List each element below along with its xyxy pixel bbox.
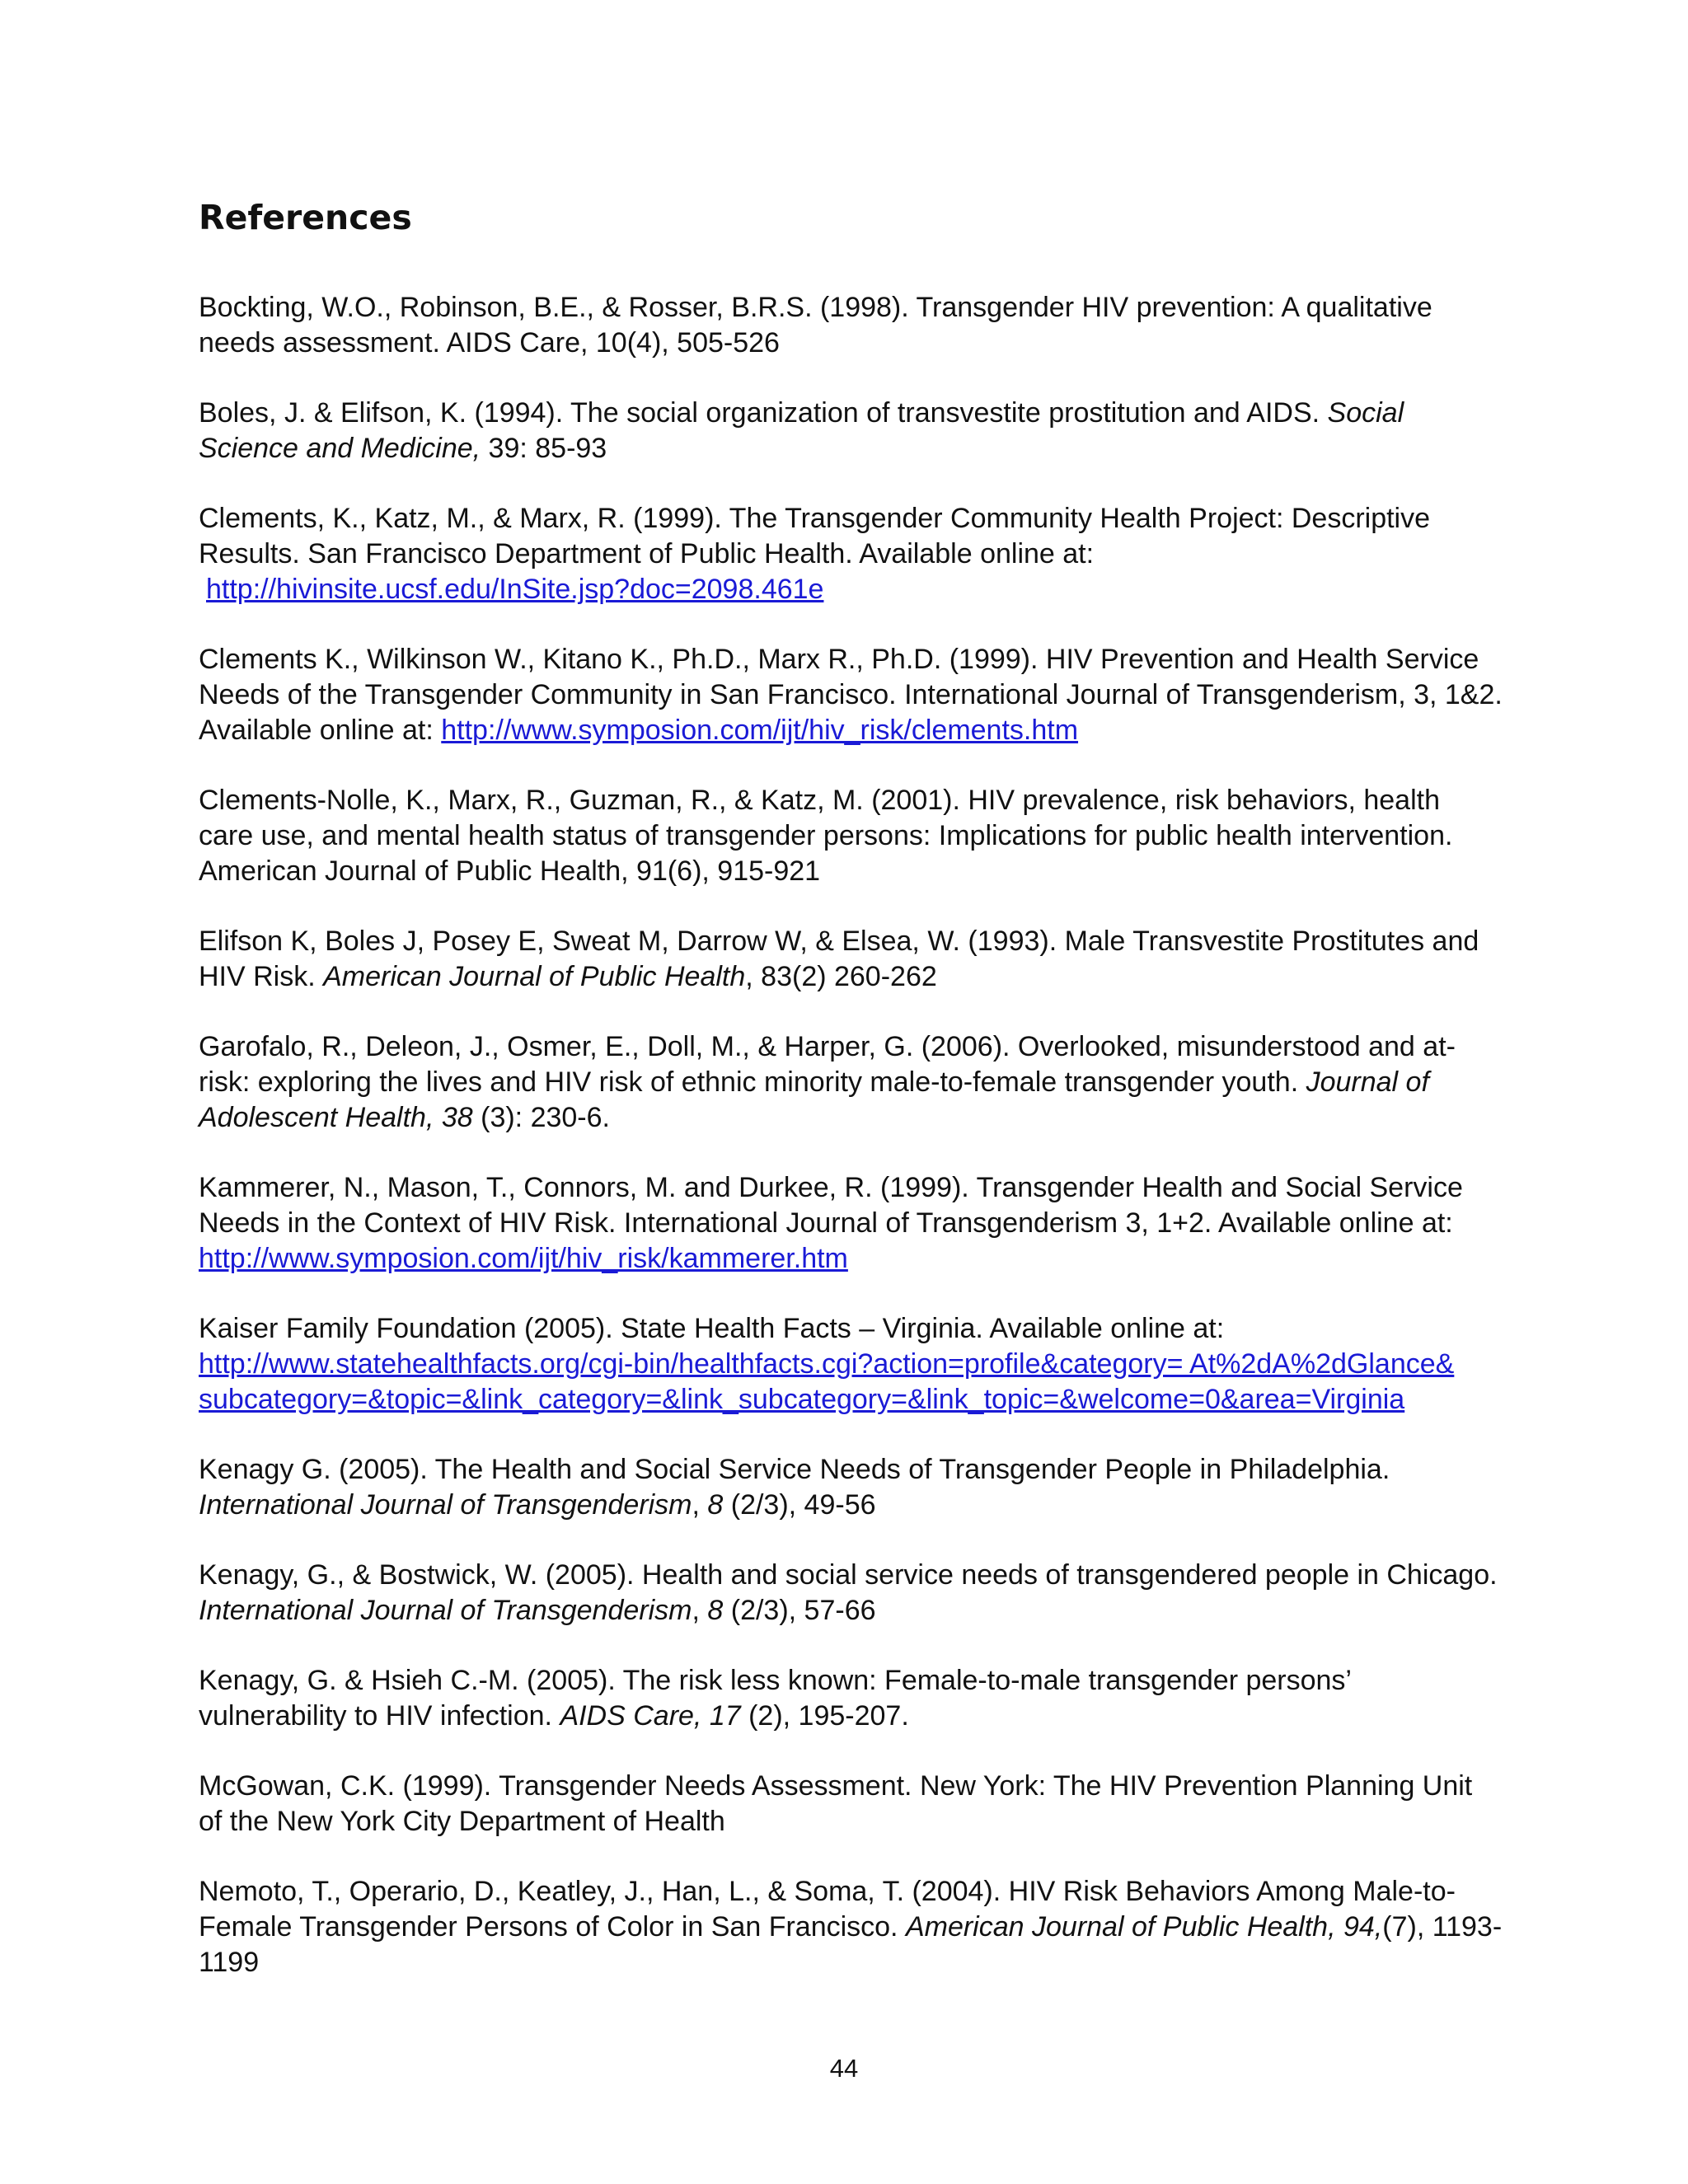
reference-text: 39: 85-93 bbox=[481, 433, 607, 464]
reference-entry bbox=[199, 290, 1534, 361]
reference-italic-text: American Journal of Public Health bbox=[323, 961, 746, 992]
reference-text: HIV Risk. bbox=[199, 961, 324, 992]
reference-entry bbox=[199, 1029, 1534, 1136]
reference-text: Kenagy, G., & Bostwick, W. (2005). Health and social service needs of transgendered people in Chicago. bbox=[199, 1559, 1498, 1591]
reference-text: 1199 bbox=[199, 1947, 260, 1978]
reference-text: (7), 1193- bbox=[1382, 1911, 1503, 1943]
reference-italic-text: 8 bbox=[707, 1489, 724, 1521]
reference-entry bbox=[199, 1452, 1534, 1523]
reference-italic-text: Journal of bbox=[1306, 1066, 1429, 1098]
reference-entry bbox=[199, 1311, 1534, 1418]
reference-text: American Journal of Public Health, 91(6), 915-921 bbox=[199, 855, 821, 887]
reference-link[interactable]: http://www.symposion.com/ijt/hiv_risk/kammerer.htm bbox=[199, 1243, 848, 1274]
reference-text: , bbox=[692, 1595, 708, 1626]
reference-entry bbox=[199, 1769, 1534, 1840]
reference-text: Elifson K, Boles J, Posey E, Sweat M, Darrow W, & Elsea, W. (1993). Male Transvestite Prostitutes and bbox=[199, 926, 1479, 957]
reference-entry bbox=[199, 396, 1534, 466]
reference-entry bbox=[199, 1874, 1534, 1980]
page-number: 44 bbox=[829, 2054, 859, 2083]
reference-text: needs assessment. AIDS Care, 10(4), 505-526 bbox=[199, 327, 780, 359]
reference-text: Female Transgender Persons of Color in San Francisco. bbox=[199, 1911, 906, 1943]
page-title: References bbox=[199, 198, 412, 237]
reference-italic-text: AIDS Care, 17 bbox=[560, 1700, 741, 1732]
reference-text: Results. San Francisco Department of Public Health. Available online at: bbox=[199, 538, 1095, 569]
reference-link[interactable]: subcategory=&topic=&link_category=&link_subcategory=&link_topic=&welcome=0&area=Virginia bbox=[199, 1384, 1405, 1415]
reference-entry bbox=[199, 924, 1534, 995]
reference-list bbox=[199, 290, 1534, 2015]
reference-italic-text: International Journal of Transgenderism bbox=[199, 1489, 692, 1521]
reference-link[interactable]: http://hivinsite.ucsf.edu/InSite.jsp?doc=2098.461e bbox=[206, 574, 824, 605]
reference-text: (3): 230-6. bbox=[472, 1102, 610, 1133]
reference-link[interactable]: http://www.statehealthfacts.org/cgi-bin/healthfacts.cgi?action=profile&category= At%2dA%2dGlance& bbox=[199, 1348, 1455, 1380]
reference-text: Available online at: bbox=[199, 715, 442, 746]
reference-text: Clements-Nolle, K., Marx, R., Guzman, R., & Katz, M. (2001). HIV prevalence, risk behaviors, health bbox=[199, 785, 1440, 816]
reference-entry bbox=[199, 1663, 1534, 1734]
reference-italic-text: International Journal of Transgenderism bbox=[199, 1595, 692, 1626]
reference-text: risk: exploring the lives and HIV risk of ethnic minority male-to-female transgender youth. bbox=[199, 1066, 1306, 1098]
reference-text: , 83(2) 260-262 bbox=[745, 961, 937, 992]
reference-italic-text: American Journal of Public Health, 94, bbox=[905, 1911, 1383, 1943]
reference-text: (2), 195-207. bbox=[740, 1700, 909, 1732]
reference-text: care use, and mental health status of transgender persons: Implications for public health intervention. bbox=[199, 820, 1453, 851]
reference-text: Bockting, W.O., Robinson, B.E., & Rosser, B.R.S. (1998). Transgender HIV prevention: A qualitative bbox=[199, 292, 1432, 323]
reference-text: Garofalo, R., Deleon, J., Osmer, E., Doll, M., & Harper, G. (2006). Overlooked, misunderstood and at- bbox=[199, 1031, 1456, 1062]
reference-entry bbox=[199, 501, 1534, 607]
reference-text: (2/3), 49-56 bbox=[723, 1489, 876, 1521]
reference-text: Kenagy, G. & Hsieh C.-M. (2005). The risk less known: Female-to-male transgender persons’ bbox=[199, 1665, 1352, 1696]
reference-text: McGowan, C.K. (1999). Transgender Needs Assessment. New York: The HIV Prevention Planning Unit bbox=[199, 1770, 1473, 1802]
reference-text: Needs of the Transgender Community in San Francisco. International Journal of Transgenderism, 3, 1&2. bbox=[199, 679, 1503, 710]
reference-text: Kenagy G. (2005). The Health and Social Service Needs of Transgender People in Philadelphia. bbox=[199, 1454, 1390, 1485]
reference-text: Clements, K., Katz, M., & Marx, R. (1999). The Transgender Community Health Project: Descriptive bbox=[199, 503, 1431, 534]
reference-text: vulnerability to HIV infection. bbox=[199, 1700, 560, 1732]
reference-text: Kammerer, N., Mason, T., Connors, M. and Durkee, R. (1999). Transgender Health and Social Service bbox=[199, 1172, 1463, 1203]
reference-text: Boles, J. & Elifson, K. (1994). The social organization of transvestite prostitution and AIDS. bbox=[199, 397, 1328, 429]
reference-text: Nemoto, T., Operario, D., Keatley, J., Han, L., & Soma, T. (2004). HIV Risk Behaviors Among Male-to- bbox=[199, 1876, 1456, 1907]
reference-entry bbox=[199, 1170, 1534, 1277]
reference-italic-text: Social bbox=[1327, 397, 1404, 429]
reference-text: Kaiser Family Foundation (2005). State Health Facts – Virginia. Available online at: bbox=[199, 1313, 1225, 1344]
reference-entry bbox=[199, 642, 1534, 748]
reference-text: Clements K., Wilkinson W., Kitano K., Ph.D., Marx R., Ph.D. (1999). HIV Prevention and Health Service bbox=[199, 644, 1479, 675]
reference-text: (2/3), 57-66 bbox=[723, 1595, 876, 1626]
reference-italic-text: 8 bbox=[707, 1595, 724, 1626]
reference-italic-text: Adolescent Health, 38 bbox=[199, 1102, 473, 1133]
reference-italic-text: Science and Medicine, bbox=[199, 433, 481, 464]
reference-link[interactable]: http://www.symposion.com/ijt/hiv_risk/clements.htm bbox=[441, 715, 1079, 746]
reference-text: of the New York City Department of Health bbox=[199, 1806, 725, 1837]
reference-text: Needs in the Context of HIV Risk. International Journal of Transgenderism 3, 1+2. Available online at: bbox=[199, 1207, 1453, 1239]
reference-entry bbox=[199, 783, 1534, 889]
reference-text: , bbox=[692, 1489, 708, 1521]
reference-entry bbox=[199, 1558, 1534, 1629]
